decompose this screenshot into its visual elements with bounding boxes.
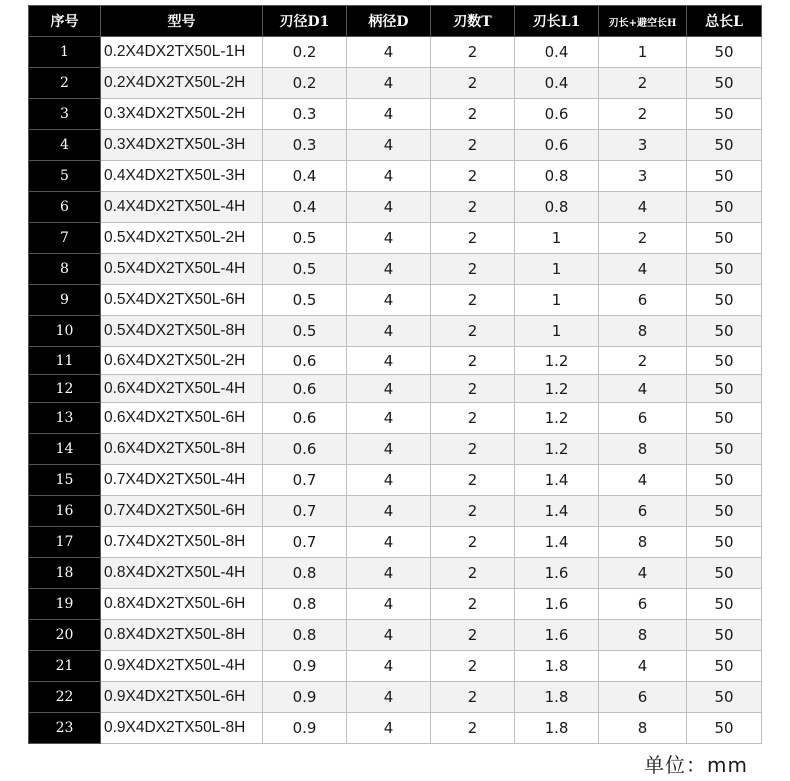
table-row [29,285,762,316]
reach-length-cell: 8 [599,620,687,651]
blade-diameter-cell: 0.7 [263,465,347,496]
total-length-cell: 50 [687,620,762,651]
blade-diameter-cell: 0.8 [263,589,347,620]
header-total-length: 总长L [687,6,762,37]
spec-table [28,5,762,744]
blade-length-cell: 1.2 [515,375,599,403]
flutes-cell: 2 [431,713,515,744]
total-length-cell: 50 [687,713,762,744]
row-index: 2 [29,68,101,99]
row-index: 12 [29,375,101,403]
blade-diameter-cell: 0.4 [263,161,347,192]
blade-length-cell: 0.6 [515,99,599,130]
model-cell: 0.7X4DX2TX50L-6H [101,496,263,527]
header-blade-length: 刃长L1 [515,6,599,37]
blade-length-cell: 1.2 [515,434,599,465]
blade-length-cell: 0.8 [515,192,599,223]
reach-length-cell: 4 [599,254,687,285]
flutes-cell: 2 [431,434,515,465]
shank-diameter-cell: 4 [347,375,431,403]
total-length-cell: 50 [687,403,762,434]
reach-length-cell: 6 [599,403,687,434]
header-shank-diameter: 柄径D [347,6,431,37]
shank-diameter-cell: 4 [347,651,431,682]
table-row [29,589,762,620]
blade-length-cell: 0.6 [515,130,599,161]
shank-diameter-cell: 4 [347,496,431,527]
blade-diameter-cell: 0.3 [263,130,347,161]
flutes-cell: 2 [431,682,515,713]
table-row [29,527,762,558]
reach-length-cell: 6 [599,589,687,620]
model-cell: 0.2X4DX2TX50L-1H [101,37,263,68]
model-cell: 0.6X4DX2TX50L-2H [101,347,263,375]
blade-length-cell: 1.6 [515,620,599,651]
blade-length-cell: 1.4 [515,496,599,527]
total-length-cell: 50 [687,558,762,589]
table-row [29,99,762,130]
row-index: 10 [29,316,101,347]
table-row [29,403,762,434]
blade-length-cell: 1.2 [515,347,599,375]
shank-diameter-cell: 4 [347,223,431,254]
flutes-cell: 2 [431,130,515,161]
flutes-cell: 2 [431,620,515,651]
shank-diameter-cell: 4 [347,254,431,285]
reach-length-cell: 4 [599,465,687,496]
header-index: 序号 [29,6,101,37]
model-cell: 0.7X4DX2TX50L-8H [101,527,263,558]
table-row [29,713,762,744]
reach-length-cell: 6 [599,496,687,527]
reach-length-cell: 8 [599,713,687,744]
flutes-cell: 2 [431,403,515,434]
row-index: 6 [29,192,101,223]
flutes-cell: 2 [431,589,515,620]
table-row [29,347,762,375]
table-row [29,254,762,285]
table-row [29,68,762,99]
table-row [29,161,762,192]
reach-length-cell: 6 [599,285,687,316]
row-index: 18 [29,558,101,589]
table-row [29,37,762,68]
reach-length-cell: 6 [599,682,687,713]
row-index: 16 [29,496,101,527]
shank-diameter-cell: 4 [347,68,431,99]
header-flutes: 刃数T [431,6,515,37]
model-cell: 0.9X4DX2TX50L-4H [101,651,263,682]
row-index: 23 [29,713,101,744]
shank-diameter-cell: 4 [347,558,431,589]
header-model: 型号 [101,6,263,37]
row-index: 21 [29,651,101,682]
blade-diameter-cell: 0.5 [263,285,347,316]
blade-diameter-cell: 0.9 [263,682,347,713]
shank-diameter-cell: 4 [347,130,431,161]
flutes-cell: 2 [431,99,515,130]
blade-length-cell: 0.8 [515,161,599,192]
blade-length-cell: 1.6 [515,558,599,589]
shank-diameter-cell: 4 [347,527,431,558]
total-length-cell: 50 [687,434,762,465]
blade-diameter-cell: 0.7 [263,527,347,558]
row-index: 4 [29,130,101,161]
model-cell: 0.5X4DX2TX50L-8H [101,316,263,347]
blade-diameter-cell: 0.3 [263,99,347,130]
blade-diameter-cell: 0.6 [263,375,347,403]
blade-length-cell: 1.8 [515,651,599,682]
blade-diameter-cell: 0.2 [263,37,347,68]
shank-diameter-cell: 4 [347,37,431,68]
unit-label: 单位：mm [644,753,748,777]
flutes-cell: 2 [431,375,515,403]
table-row [29,130,762,161]
reach-length-cell: 2 [599,68,687,99]
row-index: 11 [29,347,101,375]
flutes-cell: 2 [431,465,515,496]
model-cell: 0.9X4DX2TX50L-6H [101,682,263,713]
header-reach-length: 刃长+避空长H [599,6,687,37]
blade-diameter-cell: 0.6 [263,434,347,465]
blade-length-cell: 0.4 [515,68,599,99]
reach-length-cell: 4 [599,192,687,223]
model-cell: 0.3X4DX2TX50L-2H [101,99,263,130]
row-index: 22 [29,682,101,713]
reach-length-cell: 8 [599,527,687,558]
header-blade-diameter: 刃径D1 [263,6,347,37]
shank-diameter-cell: 4 [347,713,431,744]
reach-length-cell: 4 [599,558,687,589]
flutes-cell: 2 [431,37,515,68]
total-length-cell: 50 [687,99,762,130]
model-cell: 0.3X4DX2TX50L-3H [101,130,263,161]
model-cell: 0.6X4DX2TX50L-6H [101,403,263,434]
row-index: 5 [29,161,101,192]
shank-diameter-cell: 4 [347,620,431,651]
model-cell: 0.6X4DX2TX50L-4H [101,375,263,403]
total-length-cell: 50 [687,316,762,347]
blade-diameter-cell: 0.4 [263,192,347,223]
model-cell: 0.7X4DX2TX50L-4H [101,465,263,496]
total-length-cell: 50 [687,161,762,192]
shank-diameter-cell: 4 [347,192,431,223]
model-cell: 0.4X4DX2TX50L-4H [101,192,263,223]
blade-length-cell: 1 [515,254,599,285]
blade-diameter-cell: 0.7 [263,496,347,527]
shank-diameter-cell: 4 [347,589,431,620]
reach-length-cell: 3 [599,130,687,161]
shank-diameter-cell: 4 [347,316,431,347]
shank-diameter-cell: 4 [347,682,431,713]
blade-length-cell: 1.2 [515,403,599,434]
flutes-cell: 2 [431,68,515,99]
shank-diameter-cell: 4 [347,465,431,496]
flutes-cell: 2 [431,192,515,223]
flutes-cell: 2 [431,285,515,316]
blade-length-cell: 1 [515,285,599,316]
shank-diameter-cell: 4 [347,285,431,316]
total-length-cell: 50 [687,682,762,713]
flutes-cell: 2 [431,651,515,682]
blade-diameter-cell: 0.9 [263,713,347,744]
blade-length-cell: 1.4 [515,527,599,558]
flutes-cell: 2 [431,316,515,347]
blade-diameter-cell: 0.6 [263,403,347,434]
blade-diameter-cell: 0.8 [263,620,347,651]
shank-diameter-cell: 4 [347,99,431,130]
table-row [29,316,762,347]
table-row [29,620,762,651]
total-length-cell: 50 [687,223,762,254]
row-index: 14 [29,434,101,465]
blade-length-cell: 1.4 [515,465,599,496]
total-length-cell: 50 [687,589,762,620]
blade-length-cell: 1.8 [515,682,599,713]
reach-length-cell: 8 [599,316,687,347]
model-cell: 0.6X4DX2TX50L-8H [101,434,263,465]
blade-diameter-cell: 0.5 [263,316,347,347]
total-length-cell: 50 [687,285,762,316]
table-row [29,434,762,465]
shank-diameter-cell: 4 [347,434,431,465]
blade-diameter-cell: 0.5 [263,254,347,285]
flutes-cell: 2 [431,347,515,375]
total-length-cell: 50 [687,651,762,682]
total-length-cell: 50 [687,527,762,558]
reach-length-cell: 4 [599,651,687,682]
table-row [29,223,762,254]
model-cell: 0.8X4DX2TX50L-8H [101,620,263,651]
table-row [29,682,762,713]
model-cell: 0.5X4DX2TX50L-6H [101,285,263,316]
row-index: 13 [29,403,101,434]
table-body [29,37,762,744]
row-index: 19 [29,589,101,620]
row-index: 1 [29,37,101,68]
row-index: 3 [29,99,101,130]
reach-length-cell: 3 [599,161,687,192]
model-cell: 0.4X4DX2TX50L-3H [101,161,263,192]
flutes-cell: 2 [431,527,515,558]
table-row [29,375,762,403]
total-length-cell: 50 [687,254,762,285]
flutes-cell: 2 [431,558,515,589]
reach-length-cell: 2 [599,223,687,254]
total-length-cell: 50 [687,37,762,68]
blade-diameter-cell: 0.5 [263,223,347,254]
reach-length-cell: 1 [599,37,687,68]
blade-diameter-cell: 0.8 [263,558,347,589]
table-row [29,192,762,223]
reach-length-cell: 8 [599,434,687,465]
reach-length-cell: 2 [599,99,687,130]
flutes-cell: 2 [431,161,515,192]
total-length-cell: 50 [687,465,762,496]
shank-diameter-cell: 4 [347,161,431,192]
total-length-cell: 50 [687,192,762,223]
blade-diameter-cell: 0.6 [263,347,347,375]
flutes-cell: 2 [431,496,515,527]
flutes-cell: 2 [431,223,515,254]
shank-diameter-cell: 4 [347,403,431,434]
model-cell: 0.8X4DX2TX50L-6H [101,589,263,620]
row-index: 9 [29,285,101,316]
shank-diameter-cell: 4 [347,347,431,375]
blade-length-cell: 0.4 [515,37,599,68]
blade-length-cell: 1.6 [515,589,599,620]
total-length-cell: 50 [687,68,762,99]
model-cell: 0.8X4DX2TX50L-4H [101,558,263,589]
model-cell: 0.5X4DX2TX50L-4H [101,254,263,285]
table-row [29,651,762,682]
model-cell: 0.9X4DX2TX50L-8H [101,713,263,744]
blade-diameter-cell: 0.2 [263,68,347,99]
blade-length-cell: 1 [515,316,599,347]
header-row [29,6,762,37]
blade-length-cell: 1 [515,223,599,254]
blade-length-cell: 1.8 [515,713,599,744]
table-row [29,496,762,527]
reach-length-cell: 4 [599,375,687,403]
row-index: 17 [29,527,101,558]
blade-diameter-cell: 0.9 [263,651,347,682]
total-length-cell: 50 [687,375,762,403]
reach-length-cell: 2 [599,347,687,375]
row-index: 8 [29,254,101,285]
flutes-cell: 2 [431,254,515,285]
total-length-cell: 50 [687,130,762,161]
row-index: 20 [29,620,101,651]
model-cell: 0.5X4DX2TX50L-2H [101,223,263,254]
total-length-cell: 50 [687,347,762,375]
row-index: 7 [29,223,101,254]
row-index: 15 [29,465,101,496]
table-row [29,465,762,496]
total-length-cell: 50 [687,496,762,527]
model-cell: 0.2X4DX2TX50L-2H [101,68,263,99]
table-row [29,558,762,589]
